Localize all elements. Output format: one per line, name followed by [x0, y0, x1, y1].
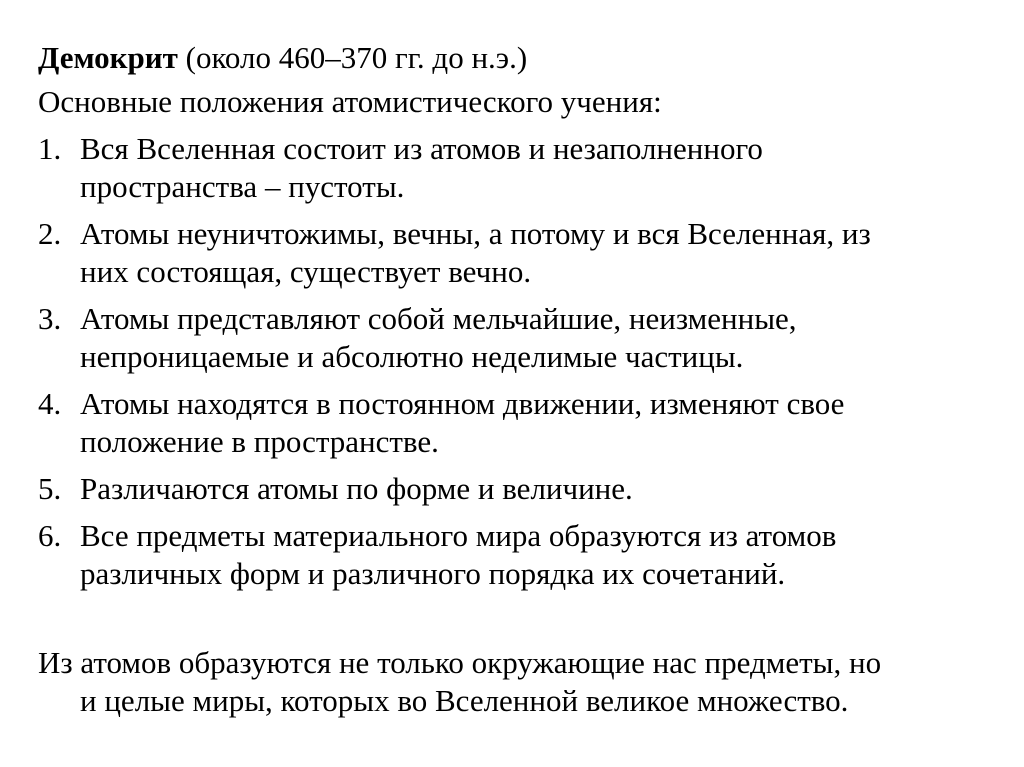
point-item: [38, 300, 998, 376]
point-item: [38, 470, 998, 508]
point-number: 1.: [38, 131, 62, 166]
slide-content: [38, 39, 998, 720]
point-item: [38, 215, 998, 291]
point-number: 2.: [38, 216, 62, 251]
point-text: Различаются атомы по форме и величине.: [80, 471, 633, 506]
point-item: [38, 385, 998, 461]
slide-heading: [38, 39, 998, 77]
philosopher-name: Демокрит: [38, 40, 178, 75]
point-text: Атомы неуничтожимы, вечны, а потому и вся Вселенная, из них состоящая, существует вечно.: [80, 216, 871, 289]
point-number: 4.: [38, 386, 62, 421]
point-item: [38, 517, 998, 593]
points-list: [38, 130, 998, 593]
point-text: Атомы представляют собой мельчайшие, неизменные, непроницаемые и абсолютно неделимые частицы.: [80, 301, 797, 374]
point-number: 6.: [38, 518, 62, 553]
point-number: 3.: [38, 301, 62, 336]
point-text: Вся Вселенная состоит из атомов и незаполненного пространства – пустоты.: [80, 131, 763, 204]
point-text: Атомы находятся в постоянном движении, изменяют свое положение в пространстве.: [80, 386, 845, 459]
point-number: 5.: [38, 471, 62, 506]
conclusion-text: Из атомов образуются не только окружающие нас предметы, но и целые миры, которых во Вселенной великое множество.: [38, 645, 882, 718]
philosopher-dates: (около 460–370 гг. до н.э.): [177, 40, 528, 75]
point-item: [38, 130, 998, 206]
point-text: Все предметы материального мира образуются из атомов различных форм и различного порядка их сочетаний.: [80, 518, 837, 591]
intro-text: Основные положения атомистического учения:: [38, 84, 662, 119]
